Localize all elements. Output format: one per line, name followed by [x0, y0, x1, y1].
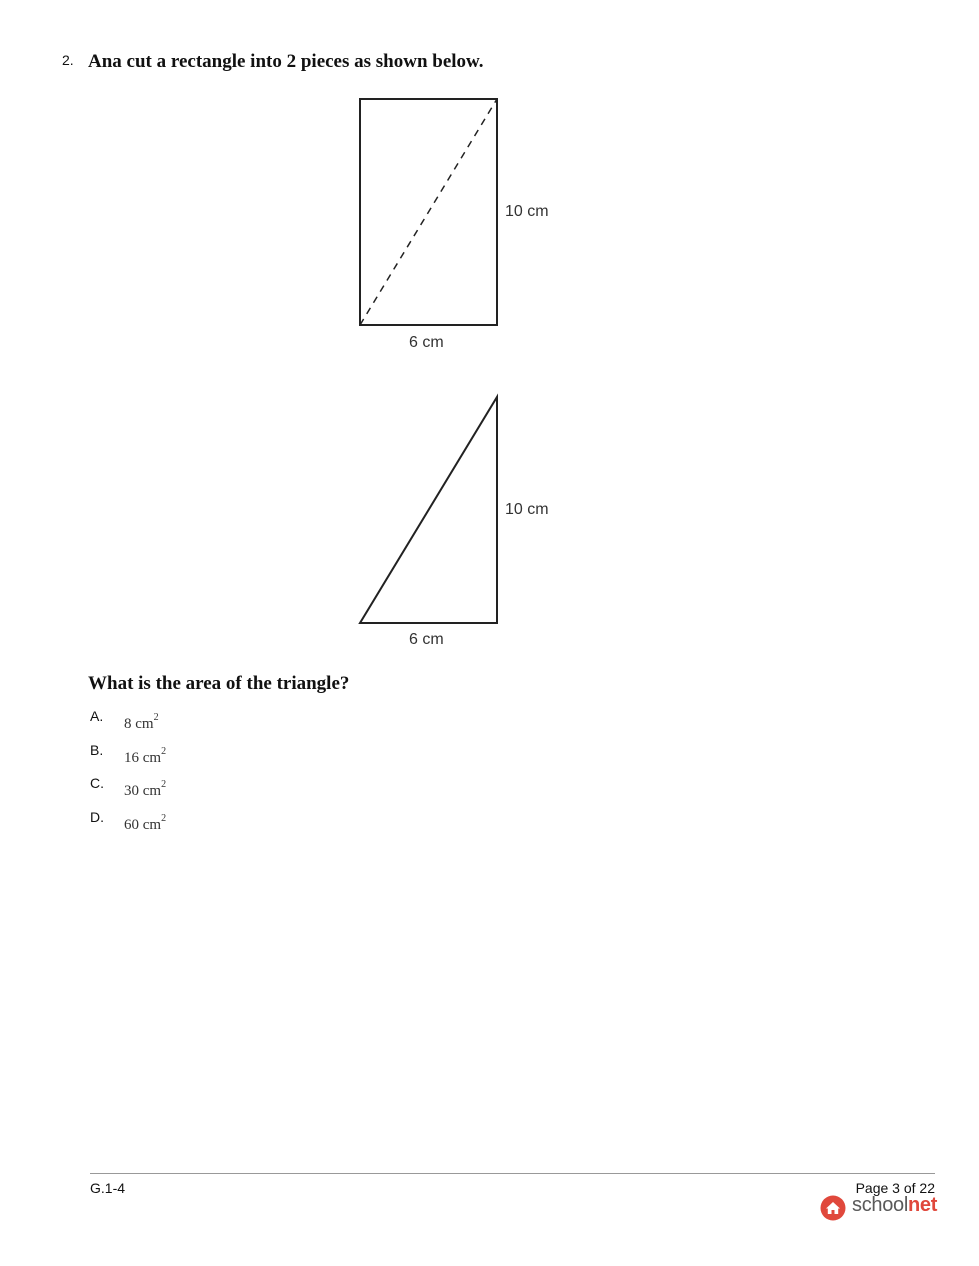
- diagonal-cut-line: [360, 99, 497, 325]
- choice-value: 16 $cm^2$: [124, 746, 167, 766]
- question-number: 2.: [62, 52, 74, 68]
- choice-letter: B.: [90, 742, 104, 758]
- footer-standard-code: G.1-4: [90, 1180, 126, 1196]
- triangle-shape: [360, 397, 497, 623]
- choice-value: 8 $cm^2$: [124, 712, 159, 732]
- footer-page-number: Page 3 of 22: [855, 1180, 935, 1196]
- rectangle-height-label: 10 cm: [505, 203, 549, 220]
- footer-divider: [90, 1173, 935, 1174]
- question-text: Ana cut a rectangle into 2 pieces as shown below.: [88, 51, 484, 72]
- choice-value: 60 $cm^2$: [124, 813, 167, 833]
- home-icon: [820, 1195, 846, 1221]
- choice-value: 30 $cm^2$: [124, 779, 167, 799]
- rectangle-width-label: 6 cm: [409, 334, 444, 351]
- question-prompt: What is the area of the triangle?: [88, 673, 350, 694]
- logo-wordmark: schoolnet: [852, 1194, 938, 1216]
- triangle-width-label: 6 cm: [409, 631, 444, 648]
- triangle-height-label: 10 cm: [505, 501, 549, 518]
- choice-letter: D.: [90, 809, 104, 825]
- choice-letter: A.: [90, 708, 104, 724]
- choice-letter: C.: [90, 775, 104, 791]
